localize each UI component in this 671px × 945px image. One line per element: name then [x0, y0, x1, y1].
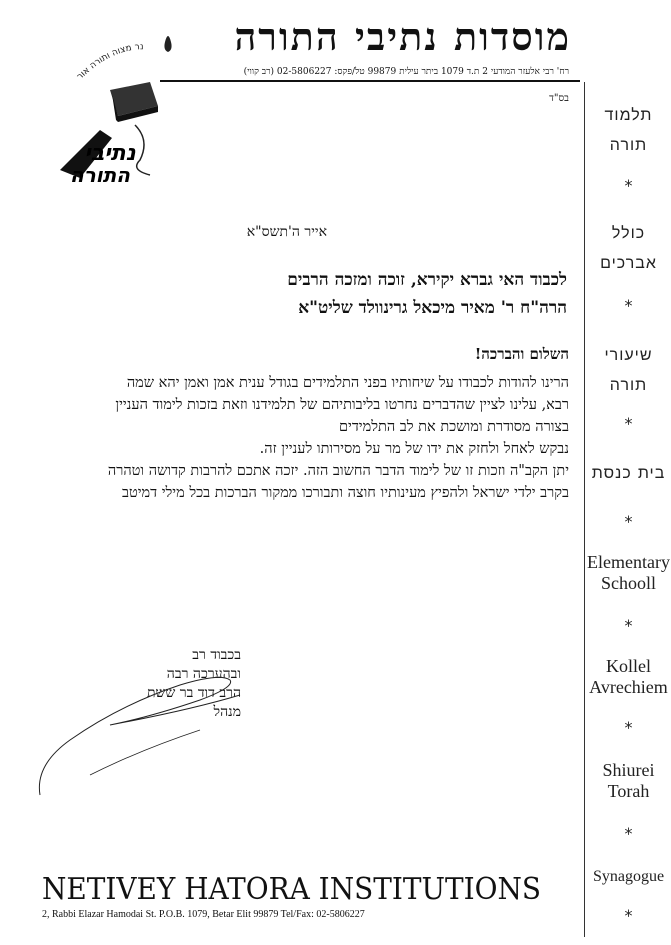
letterhead-address: רח' רבי אלעזר המודעי 2 ת.ד 1079 ביתר עילית 99879 טל/פקס: 02-5806227 (רב קווי): [243, 67, 569, 77]
sidebar-separator: *: [624, 512, 633, 531]
sidebar-item-kollel-en: Kollel Avrechiem: [589, 656, 668, 697]
sidebar-separator: *: [624, 616, 633, 635]
recipient-line-2: הרה"ח ר' מאיר מיכאל גרינוולד שליט"א: [298, 298, 567, 318]
header-rule: [160, 80, 580, 82]
svg-text:נר מצוה ותורה אור: [75, 42, 143, 82]
footer-name: NETIVEY HATORA INSTITUTIONS: [42, 872, 542, 907]
sidebar-separator: *: [624, 414, 633, 433]
closing-line: ובהערכה רבה: [166, 666, 241, 682]
sidebar-separator: *: [624, 906, 633, 925]
sidebar-item-shiurei-heb: שיעורי תורה: [604, 345, 653, 394]
recipient-line-1: לכבוד האי גברא יקירא, זוכה ומזכה הרבים: [287, 270, 567, 290]
flame-icon: [164, 36, 171, 52]
body-paragraph: יתן הקב"ה וזכות זו של לימוד הדבר החשוב הזה. יזכה אתכם להרבות קדושה וטהרה בקרב ילדי ישראל ולהפיץ מעינותיו חוצה ותבורכו ממקור הברכות בכל מילי דמיטב: [107, 463, 569, 501]
sidebar-item-elementary: Elementary Schooll: [587, 552, 670, 593]
body-paragraph: הרינו להודות לכבודו על שיחותיו בפני התלמידים בגודל ענית אמן ואמן יהא שמה רבא, עלינו לציין שהדברים נחרטו בליבותיהם של תלמידנו וזאת בזכות לימוד העניין בצורה מסודרת ומושכת את לב התלמידים: [115, 375, 569, 435]
sidebar-item-shiurei-en: Shiurei Torah: [602, 760, 655, 801]
signature: [30, 655, 260, 805]
recipient-block: [287, 266, 567, 322]
sidebar-divider: [584, 82, 585, 937]
footer-address: 2, Rabbi Elazar Hamodai St. P.O.B. 1079, Betar Elit 99879 Tel/Fax: 02-5806227: [42, 909, 365, 920]
closing-line: הרב דוד בר ששת: [146, 685, 241, 701]
greeting: השלום והברכה!: [474, 345, 569, 363]
logo-text-bottom: התורה: [69, 163, 131, 187]
book-icon: [110, 82, 158, 122]
institution-logo: [40, 20, 190, 190]
closing-line: מנהל: [213, 704, 241, 720]
letter-body: [99, 372, 569, 504]
sidebar-separator: *: [624, 176, 633, 195]
bsd-mark: בס"ד: [549, 93, 569, 104]
sidebar-item-kollel-heb: כולל אברכים: [600, 223, 657, 272]
sidebar-item-synagogue: Synagogue: [592, 868, 665, 885]
letterhead-title: מוסדות נתיבי התורה: [234, 14, 571, 59]
logo-text-top: נתיבי: [84, 141, 136, 166]
sidebar-separator: *: [624, 718, 633, 737]
sidebar-item-beit-knesset: בית כנסת: [591, 463, 666, 482]
sidebar-item-talmud-torah: תלמוד תורה: [604, 105, 653, 154]
logo-arc-text: נר מצוה ותורה אור: [75, 42, 144, 83]
closing-line: בכבוד רב: [192, 647, 241, 663]
letter-date: אייר ה'תשס"א: [246, 224, 327, 240]
body-paragraph: נבקש לאחל ולחזק את ידו של מר על מסירותו לעניין זה.: [259, 441, 569, 457]
sidebar-separator: *: [624, 296, 633, 315]
sidebar-separator: *: [624, 824, 633, 843]
